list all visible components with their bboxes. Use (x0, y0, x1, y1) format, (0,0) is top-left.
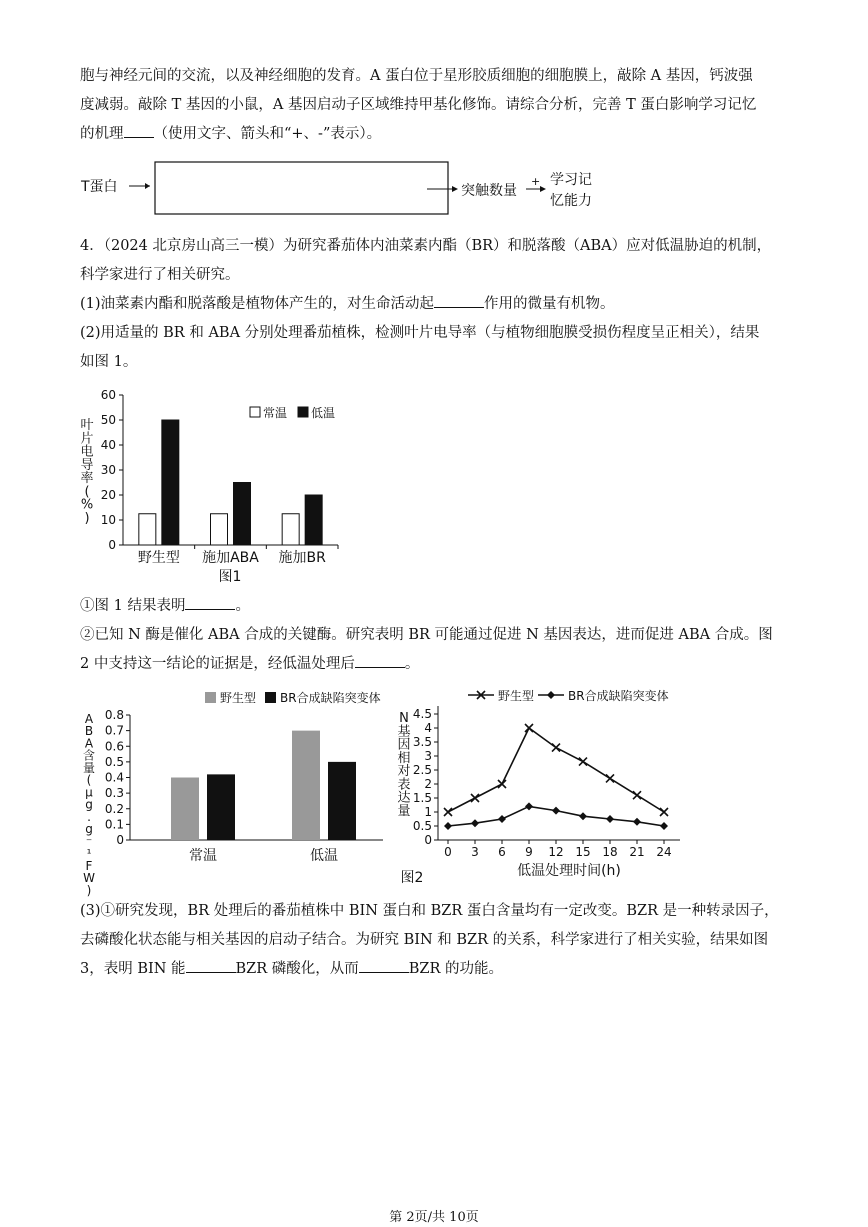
data-point (660, 808, 668, 816)
y-tick-label: 3 (424, 749, 432, 763)
legend-swatch (265, 692, 276, 703)
legend-label: BR合成缺陷突变体 (568, 689, 669, 703)
data-point (633, 791, 641, 799)
x-tick-label: 15 (575, 845, 591, 859)
y-tick-label: 4.5 (412, 707, 432, 721)
q4-p3-line-1: (3)①研究发现，BR 处理后的番茄植株中 BIN 蛋白和 BZR 蛋白含量均有一定改变。BZR 是一种转录因子， (80, 903, 779, 919)
y-tick-label: 4 (424, 721, 432, 735)
x-category-label: 野生型 (137, 550, 180, 566)
bar-低温 (305, 495, 322, 545)
y-axis-label: A B A 含量( μ g . g ⁻ ¹ F W ) (82, 712, 96, 898)
x-tick-label: 12 (548, 845, 564, 859)
x-tick-label: 24 (656, 845, 672, 859)
answer-blank[interactable] (185, 593, 235, 610)
y-tick-label: 0.5 (104, 754, 124, 769)
figure-caption: 图1 (218, 569, 242, 585)
legend-label: 野生型 (220, 691, 257, 705)
legend-label: 野生型 (498, 689, 535, 703)
q4-intro-line-1: 4．（2024 北京房山高三一模）为研究番茄体内油菜素内酯（BR）和脱落酸（ABA）应对低温胁迫的机制， (80, 238, 772, 254)
x-tick-label: 18 (602, 845, 618, 859)
y-tick-label: 0.8 (104, 708, 124, 722)
bar-常温 (211, 514, 228, 545)
y-tick-label: 50 (100, 413, 116, 427)
data-point (444, 808, 452, 816)
flow-plus: + (531, 175, 541, 188)
x-category-label: 常温 (189, 848, 217, 864)
legend-marker (547, 691, 555, 699)
mechanism-flow-diagram (0, 155, 868, 225)
legend-label: BR合成缺陷突变体 (280, 691, 381, 705)
y-tick-label: 60 (100, 388, 116, 402)
y-tick-label: 0.3 (104, 786, 124, 801)
q4-part1: (1)油菜素内酯和脱落酸是植物体产生的，对生命活动起 作用的微量有机物。 (80, 290, 792, 319)
flow-start-label: T蛋白 (81, 179, 118, 195)
y-tick-label: 2 (424, 777, 432, 791)
bar-低温 (234, 483, 251, 546)
bar-野生型 (292, 731, 320, 840)
figure-1-bar-chart (75, 385, 375, 585)
y-axis-label: N 基因相对表达量 (397, 711, 411, 819)
legend-label: 常温 (263, 406, 288, 420)
answer-blank[interactable] (186, 956, 236, 973)
intro-line-3: 的机理 （使用文字、箭头和“+、-”表示）。 (80, 120, 792, 149)
data-point (552, 807, 560, 815)
bar-野生型 (171, 778, 199, 841)
y-tick-label: 0.6 (104, 739, 124, 754)
y-tick-label: 10 (100, 513, 116, 527)
y-tick-label: 0.2 (104, 801, 124, 816)
y-tick-label: 1 (424, 805, 432, 819)
x-category-label: 施加BR (278, 550, 326, 566)
q4-intro-line-2: 科学家进行了相关研究。 (80, 267, 240, 283)
q4-conclusions (80, 592, 792, 679)
flow-answer-box[interactable] (155, 162, 448, 214)
x-tick-label: 21 (629, 845, 645, 859)
q4-part3 (80, 897, 792, 984)
x-tick-label: 9 (525, 845, 533, 859)
bar-BR合成缺陷突变体 (207, 774, 235, 840)
bar-BR合成缺陷突变体 (328, 762, 356, 840)
q4-intro (80, 232, 792, 377)
q4-c2-line-1: ②已知 N 酶是催化 ABA 合成的关键酶。研究表明 BR 可能通过促进 N 基因表达，进而促进 ABA 合成。图 (80, 627, 773, 643)
legend-swatch (250, 407, 260, 417)
figure-caption: 图2 (400, 870, 424, 886)
y-tick-label: 2.5 (412, 763, 432, 777)
answer-blank[interactable] (359, 956, 409, 973)
intro-paragraph (80, 62, 792, 149)
y-tick-label: 0 (108, 538, 116, 552)
y-tick-label: 3.5 (412, 735, 432, 749)
answer-blank[interactable] (124, 121, 154, 138)
y-tick-label: 0 (116, 833, 124, 847)
data-point (633, 818, 641, 826)
data-point (498, 815, 506, 823)
x-category-label: 低温 (310, 848, 338, 864)
x-axis-label: 低温处理时间(h) (517, 863, 621, 879)
y-tick-label: 0 (424, 833, 432, 847)
data-point (606, 815, 614, 823)
data-point (660, 822, 668, 830)
data-point (552, 744, 560, 752)
legend-swatch (205, 692, 216, 703)
bar-低温 (162, 420, 179, 545)
data-point (525, 802, 533, 810)
data-point (579, 758, 587, 766)
data-point (498, 780, 506, 788)
y-tick-label: 0.5 (412, 819, 432, 833)
q4-c2-line-2: 2 中支持这一结论的证据是，经低温处理后 。 (80, 650, 792, 679)
bar-常温 (282, 514, 299, 545)
data-point (525, 724, 533, 732)
y-tick-label: 0.4 (104, 770, 124, 785)
data-point (444, 822, 452, 830)
page-footer: 第 2页/共 10页 (389, 1210, 479, 1225)
flow-end-label-1: 学习记 (550, 172, 592, 188)
y-tick-label: 0.7 (104, 723, 124, 738)
q4-part2-line-2: 如图 1。 (80, 354, 138, 370)
y-tick-label: 0.1 (104, 817, 124, 832)
series-line-野生型 (448, 728, 664, 812)
q4-p3-line-3: 3，表明 BIN 能 BZR 磷酸化，从而 BZR 的功能。 (80, 955, 792, 984)
data-point (579, 812, 587, 820)
x-tick-label: 3 (471, 845, 479, 859)
data-point (471, 819, 479, 827)
answer-blank[interactable] (355, 651, 405, 668)
flow-middle-label: 突触数量 (461, 183, 517, 199)
legend-label: 低温 (311, 406, 336, 420)
y-tick-label: 1.5 (412, 791, 432, 805)
figure-2-aba-bar-chart (75, 685, 395, 898)
intro-line-2: 度减弱。敲除 T 基因的小鼠，A 基因启动子区域维持甲基化修饰。请综合分析，完善 T 蛋白影响学习记忆 (80, 97, 757, 113)
x-tick-label: 0 (444, 845, 452, 859)
y-tick-label: 40 (100, 438, 116, 452)
q4-c1: ①图 1 结果表明 。 (80, 592, 792, 621)
data-point (471, 794, 479, 802)
data-point (606, 774, 614, 782)
x-tick-label: 6 (498, 845, 506, 859)
y-axis-label: 叶片电导率( % ) (80, 418, 94, 526)
y-tick-label: 20 (100, 488, 116, 502)
flow-end-label-2: 忆能力 (550, 193, 592, 209)
figure-2-n-gene-line-chart (390, 680, 700, 890)
bar-常温 (139, 514, 156, 545)
x-category-label: 施加ABA (202, 550, 259, 566)
legend-swatch (298, 407, 308, 417)
q4-part2-line-1: (2)用适量的 BR 和 ABA 分别处理番茄植株，检测叶片电导率（与植物细胞膜受损伤程度呈正相关），结果 (80, 325, 760, 341)
answer-blank[interactable] (434, 291, 484, 308)
y-tick-label: 30 (100, 463, 116, 477)
intro-line-1: 胞与神经元间的交流，以及神经细胞的发育。A 蛋白位于星形胶质细胞的细胞膜上，敲除 A 基因，钙波强 (80, 68, 753, 84)
q4-p3-line-2: 去磷酸化状态能与相关基因的启动子结合。为研究 BIN 和 BZR 的关系，科学家进行了相关实验，结果如图 (80, 932, 769, 948)
